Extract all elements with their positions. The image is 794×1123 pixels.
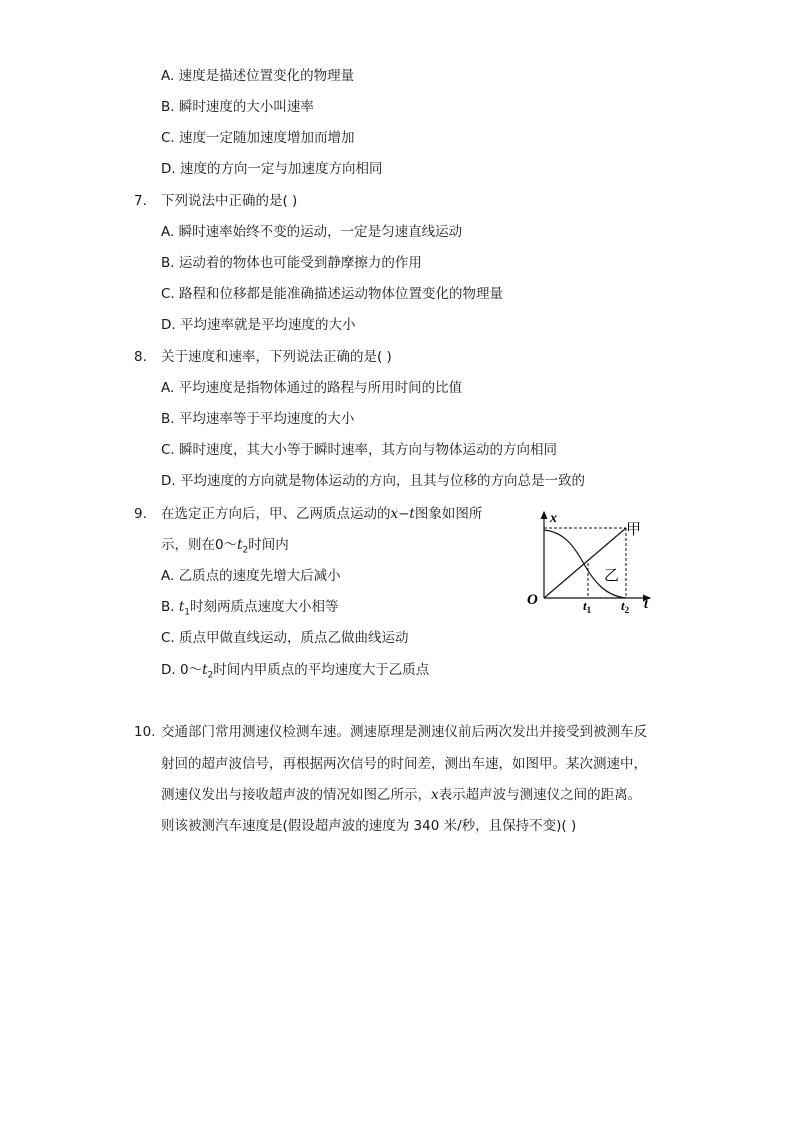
tick-t1 [583, 598, 592, 615]
q10-number: 10. [134, 724, 156, 740]
q9-option-d-text: 时间内甲质点的平均速度大于乙质点 [213, 662, 430, 678]
q9-option-b-text: 时刻两质点速度大小相等 [190, 599, 339, 615]
tick-t2 [621, 598, 630, 615]
q8-option-b: B. 平均速率等于平均速度的大小 [161, 411, 355, 427]
q7-option-d: D. 平均速率就是平均速度的大小 [161, 317, 356, 333]
q7-number: 7. [134, 193, 147, 209]
q8-number: 8. [134, 349, 147, 365]
q9-option-b-subscript: 1 [184, 607, 191, 618]
q10-line1: 交通部门常用测速仪检测车速。测速原理是测速仪前后两次发出并接受到被测车反 [161, 724, 647, 740]
q7-option-c: C. 路程和位移都是能准确描述运动物体位置变化的物理量 [161, 286, 504, 302]
line-jia [544, 528, 626, 598]
origin-label: O [527, 592, 538, 608]
tick-t2-var: t [621, 598, 625, 613]
q10-line2: 射回的超声波信号，再根据两次信号的时间差，测出车速，如图甲。某次测速中， [161, 756, 647, 772]
q9-option-d-subscript: 2 [207, 670, 214, 681]
q10-line3-variable: x [431, 787, 439, 803]
tick-t1-var: t [583, 598, 587, 613]
q9-stem2-text-a: 示，则在0～ [161, 537, 238, 553]
q7-stem: 下列说法中正确的是( ) [161, 193, 298, 209]
q9-option-b [161, 598, 339, 622]
q9-option-d [161, 661, 429, 685]
q9-number: 9. [134, 506, 147, 522]
q6-option-d: D. 速度的方向一定与加速度方向相同 [161, 161, 383, 177]
q9-stem-line2 [161, 536, 289, 560]
q10-line3-text-b: 表示超声波与测速仪之间的距离。 [438, 787, 642, 803]
q9-option-b-prefix: B. [161, 599, 179, 615]
q10-line4: 则该被测汽车速度是(假设超声波的速度为 340 米/秒，且保持不变)( ) [161, 818, 577, 834]
q9-option-d-prefix: D. 0～ [161, 662, 203, 678]
q9-stem-text-a: 在选定正方向后，甲、乙两质点运动的 [161, 506, 391, 522]
q9-stem2-variable: t [237, 537, 243, 553]
q8-option-c: C. 瞬时速度，其大小等于瞬时速率，其方向与物体运动的方向相同 [161, 442, 558, 458]
x-axis-label: t [644, 597, 648, 612]
q10-line3-text-a: 测速仪发出与接收超声波的情况如图乙所示， [161, 787, 431, 803]
q9-stem2-text-b: 时间内 [248, 537, 289, 553]
label-jia: 甲 [626, 522, 642, 538]
tick-t1-sub: 1 [586, 605, 592, 615]
q7-option-b: B. 运动着的物体也可能受到静摩擦力的作用 [161, 255, 422, 271]
q9-stem-line1 [161, 505, 482, 523]
q7-option-a: A. 瞬时速率始终不变的运动，一定是匀速直线运动 [161, 224, 463, 240]
q9-xt-graph [522, 506, 662, 618]
q9-stem-variable: x−t [390, 506, 415, 522]
q8-stem: 关于速度和速率，下列说法正确的是( ) [161, 349, 392, 365]
q9-stem2-subscript: 2 [242, 545, 249, 556]
q8-option-a: A. 平均速度是指物体通过的路程与所用时间的比值 [161, 380, 463, 396]
q6-option-a: A. 速度是描述位置变化的物理量 [161, 68, 355, 84]
q9-stem-text-b: 图象如图所 [414, 506, 483, 522]
q10-line3 [161, 786, 641, 804]
q6-option-b: B. 瞬时速度的大小叫速率 [161, 99, 314, 115]
y-axis-label: x [550, 511, 557, 526]
q9-option-b-variable: t [178, 599, 185, 615]
q9-option-d-variable: t [202, 662, 208, 678]
q8-option-d: D. 平均速度的方向就是物体运动的方向，且其与位移的方向总是一致的 [161, 473, 585, 489]
label-yi: 乙 [604, 568, 620, 584]
q9-option-c: C. 质点甲做直线运动，质点乙做曲线运动 [161, 630, 409, 646]
q9-option-a: A. 乙质点的速度先增大后减小 [161, 568, 341, 584]
tick-t2-sub: 2 [624, 605, 630, 615]
q6-option-c: C. 速度一定随加速度增加而增加 [161, 130, 355, 146]
